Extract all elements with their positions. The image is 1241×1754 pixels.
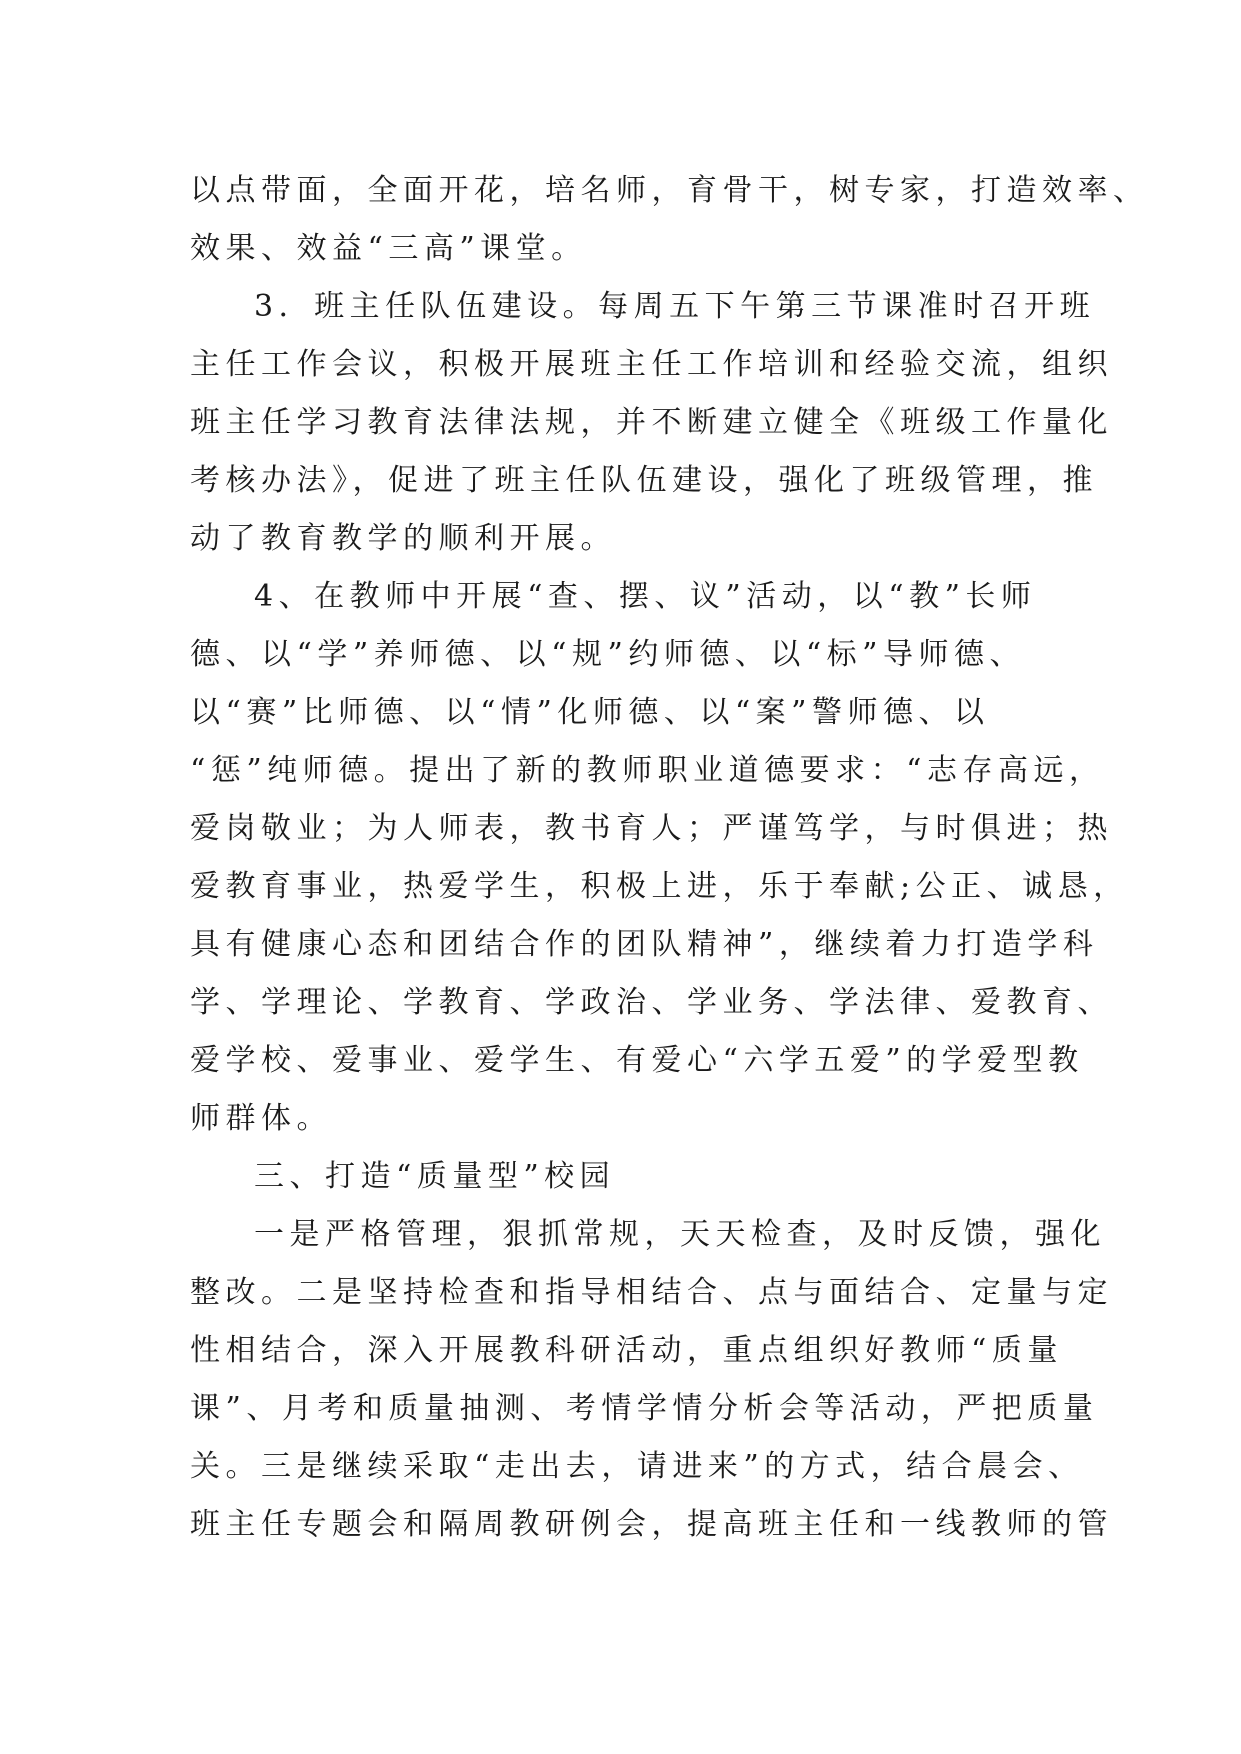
text-line: 效果、效益“三高”课堂。 bbox=[190, 231, 587, 266]
body-text bbox=[190, 162, 1149, 1554]
text-line: 爱岗敬业；为人师表，教书育人；严谨笃学，与时俱进；热 bbox=[190, 811, 1113, 846]
text-line: 以“赛”比师德、以“情”化师德、以“案”警师德、以 bbox=[190, 695, 990, 730]
text-line: 课”、月考和质量抽测、考情学情分析会等活动，严把质量 bbox=[190, 1391, 1099, 1426]
text-line: 学、学理论、学教育、学政治、学业务、学法律、爱教育、 bbox=[190, 985, 1113, 1020]
text-line: 爱教育事业，热爱学生，积极上进，乐于奉献;公正、诚恳， bbox=[190, 869, 1129, 904]
text-line: 德、以“学”养师德、以“规”约师德、以“标”导师德、 bbox=[190, 637, 1026, 672]
text-line: 师群体。 bbox=[190, 1101, 332, 1136]
text-line: 以点带面，全面开花，培名师，育骨干，树专家，打造效率、 bbox=[190, 173, 1149, 208]
paragraph-start-line: 一是严格管理，狠抓常规，天天检查，及时反馈，强化 bbox=[254, 1217, 1106, 1252]
text-line: 关。三是继续采取“走出去，请进来”的方式，结合晨会、 bbox=[190, 1449, 1084, 1484]
text-line: 考核办法》，促进了班主任队伍建设，强化了班级管理，推 bbox=[190, 463, 1098, 498]
text-line: 班主任专题会和隔周教研例会，提高班主任和一线教师的管 bbox=[190, 1507, 1113, 1542]
text-line: 动了教育教学的顺利开展。 bbox=[190, 521, 616, 556]
text-line: 班主任学习教育法律法规，并不断建立健全《班级工作量化 bbox=[190, 405, 1113, 440]
paragraph-start-line: 3．班主任队伍建设。每周五下午第三节课准时召开班 bbox=[254, 289, 1096, 324]
text-line: 主任工作会议，积极开展班主任工作培训和经验交流，组织 bbox=[190, 347, 1113, 382]
section-heading: 三、打造“质量型”校园 bbox=[254, 1159, 616, 1194]
text-line: 整改。二是坚持检查和指导相结合、点与面结合、定量与定 bbox=[190, 1275, 1113, 1310]
text-line: 具有健康心态和团结合作的团队精神”，继续着力打造学科 bbox=[190, 927, 1099, 962]
paragraph-start-line: 4、在教师中开展“查、摆、议”活动，以“教”长师 bbox=[254, 579, 1037, 614]
text-line: 爱学校、爱事业、爱学生、有爱心“六学五爱”的学爱型教 bbox=[190, 1043, 1084, 1078]
text-line: 性相结合，深入开展教科研活动，重点组织好教师“质量 bbox=[190, 1333, 1063, 1368]
text-line: “惩”纯师德。提出了新的教师职业道德要求：“志存高远， bbox=[190, 753, 1105, 788]
